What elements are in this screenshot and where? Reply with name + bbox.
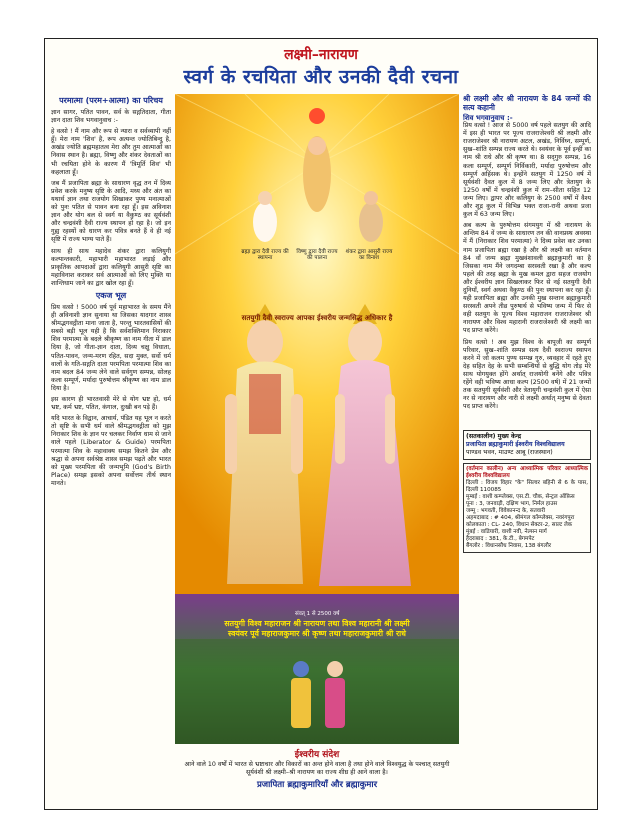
center-illustration [175, 94, 459, 744]
left-para: साथ ही साथ महादेव शंकर द्वारा कलियुगी कल्पान्तकारी, महाभारी महाभारत लड़ाई और प्राकृतिक आपदाओं द्वारा कलियुगी आसुरी सृष्टि का महाविनाश कराकर सर्व आत्माओं को लिए मुक्ति या शान्तिधाम जाने का द्वार खोल रहा हूँ। [51, 247, 171, 287]
left-para: यदि भारत के विद्वान, आचार्य, पंडित यह भूल न करते तो सृष्टि के सभी धर्म वाले श्रीमद्भगवद्गीता को मुझ निराकार शिव के ज्ञान पर चलकर निर्वाण धाम से जाने वाले पहले (Liberator & Guide) परमपिता परमात्मा शिव के महावाक्य समझ कितने प्रेम और श्रद्धा से अपना सर्वश्रेष्ठ शास्त्र समझ पढ़ते और भारत को मुख्य परमपिता की जन्मभूमि (God's Birth Place) समझ इसको अपना सर्वोत्तम तीर्थ स्थान मानते। [51, 415, 171, 487]
right-para: प्रिय वत्सो ! अब मुझ विश्व के बापूजी का सम्पूर्ण परिवार, सुख–शांति सम्पन्न सत्य दैवी स्वराज्य स्थापन करने में जो कलम पुण्य सम्पन्न गुरु, व्यवहार में रहते हुए देह सहित देह के सभी सम्बन्धियों से बुद्धि योग तोड़ मेरे साथ योगयुक्त होंगे अर्थात् राजयोगी बनेंगे और पवित्र रहेंगे वही भविष्य आधा कल्प (2500 वर्ष) में 21 जन्मों तक सतयुगी सूर्यवंशी और त्रेतायुगी चन्द्रवंशी कुल में ऐसा नर से नारायण और नारी से लक्ष्मी अर्थात् मनुष्य से देवता पद प्राप्त करेंगे। [463, 338, 591, 411]
address-item: मुम्बई : वाशी कम्प्लेक्स, एस.टी. चौक, सेन्ट्रल ऑफ़िस [466, 494, 575, 501]
label-shankar: शंकर द्वारा आसुरी राज्य का विनाश [345, 249, 393, 261]
message-text: आने वाले 10 वर्षों में भारत से भ्रष्टाचार और विकारों का अन्त होने वाला है तथा होने वाले विश्वयुद्ध के पश्चात् सतयुगी सूर्यवंशी श्री लक्ष्मी–श्री नारायण का राज्य शीघ्र ही आने वाला है। [184, 761, 450, 776]
address-item: मुंबई : वाडियारी, वाशी नवी, नेल्सन मार्ग [466, 529, 547, 536]
message-signature: प्रजापिता ब्रह्माकुमारियाँ और ब्रह्माकुमार [256, 780, 378, 790]
label-brahma: ब्रह्मा द्वारा दैवी राज्य की स्थापना [241, 249, 289, 261]
address-item: पूना : 3, जनवाड़ी, दक्षिण भाग, निर्मल हाउस [466, 501, 558, 508]
right-subheading: शिव भगवानुवाच :- [463, 114, 513, 122]
left-heading: परमात्मा (परम+आत्मा) का परिचय [59, 96, 163, 105]
krishna-figure [291, 661, 311, 728]
left-para: प्रिय वत्सो ! 5000 वर्ष पूर्व महाभारत के समय मैंने ही अविनाशी ज्ञान सुनाया था जिसका यादगार शास्त्र श्रीमद्भगवद्गीता माना जाता है, परन्तु भारतवासियों की सबसे बड़ी भूल यही है कि सर्वशक्तिमान निराकार शिव परमात्मा के बदले श्रीकृष्ण का नाम गीता में डाल दिया है, जो गीता-ज्ञान दाता, दिव्य चक्षु विधाता, पतित-पावन, जन्म-मरण रहित, सदा मुक्त, सर्वो धर्म वालों के गति-सद्गति दाता परमपिता परमात्मा शिव का नाम बदल 84 जन्म लेने वाले सर्वगुण सम्पन्न, सोलह कला सम्पूर्ण, मर्यादा पुरुषोत्तम श्रीकृष्ण का नाम डाल दिया है। [51, 303, 171, 392]
contact-section [463, 427, 591, 804]
main-centre-line2: प्रजापिता ब्रह्माकुमारी ईश्वरीय विश्वविद्यालय [466, 441, 565, 449]
address-item: अहमदाबाद : # 404, श्रीमंगल कॉम्प्लेक्स, नवरंगपुरा [466, 515, 575, 522]
radha-figure [325, 661, 345, 728]
banner-top: सतयुगी दैवी स्वराज्य आपका ईश्वरीय जन्मसिद्ध अधिकार है [241, 314, 393, 322]
left-para: जब मैं प्रजापिता ब्रह्मा के साधारण वृद्ध तन में दिव्य प्रवेश करके मनुष्य सृष्टि के आदि, मध्य और अंत का यथार्थ ज्ञान तथा राजयोग सिखाकर पुण्य मनात्माओं को पुनः पतित से पावन बना रहा हूँ। इस अविनाश ज्ञान और योग बल से स्वर्ग या वैकुण्ठ का सूर्यवंशी और चन्द्रवंशी दैवी राज्य स्थापन हो रहा है। जो इन गुह्य रहस्यों को धारण कर पवित्र बनते हैं वे ही नई सृष्टि में राज्य भाग्य पाते हैं। [51, 179, 171, 244]
shiva-light-point [309, 108, 325, 124]
right-para: प्रिय वत्सो ! आज से 5000 वर्ष पहले सतयुग की आदि में इस ही भारत पर पूज्य राजराजेश्वरी श्री लक्ष्मी और राजराजेश्वर श्री नारायण अटल, अखंड, निर्विघ्न, सम्पूर्ण, सुख–शांति सम्पन्न राज्य करते थे। स्वयंवर के पूर्व इन्हीं का नाम श्री राधे और श्री कृष्ण था। 8 सद्‌गुरु सम्पन्न, 16 कला सम्पूर्ण, सम्पूर्ण निर्विकारी, मर्यादा पुरुषोत्तम और सम्पूर्ण अहिंसक थे। इन्होंने सतयुग में 1250 वर्ष में सूर्यवंशी दैवत कुल में 8 जन्म लिए और त्रेतायुग के 1250 वर्षों में चन्द्रवंशी कुल में राम–सीता सहित 12 जन्म लिए। द्वापर और कलियुग के 2500 वर्षों में वैश्य और शूद्र कुल में विभिन्न भक्त राजा-रानी अथवा प्रजा कुल में 63 जन्म लिए। [463, 122, 591, 219]
address-item: हैदराबाद : 381, के.टी., बेगमपेट [466, 536, 535, 543]
branches-title: (वर्तमान कालीन) अन्य आध्यात्मिक परिवार आध्यात्मिक ईश्वरीय विश्वविद्यालय [466, 466, 588, 480]
right-heading: श्री लक्ष्मी और श्री नारायण के 84 जन्मों की सत्य कहानी [463, 94, 591, 112]
poster-title-main: स्वर्ग के रचयिता और उनकी दैवी रचना [183, 66, 459, 88]
address-item: जम्मू : भगवती, विवेकानन्द के, सतवारी [466, 508, 546, 515]
right-column [463, 94, 591, 422]
message-title: ईश्वरीय संदेश [294, 750, 340, 760]
main-centre-line1: (सतकालीन) मुख्य केन्द्र [466, 433, 522, 440]
left-para: हे वत्सो ! मैं नाम और रूप से न्यारा व सर्वव्यापी नहीं हूँ। मेरा नाम 'शिव' है, रूप अत्यन्त ज्योतिबिन्दु है, अखंड ज्योति ब्रह्ममहातत्व मेरा और तुम आत्माओं का निवास स्थान है। ब्रह्मा, विष्णु और शंकर देवताओं का भी रचयिता होने के कारण मैं 'त्रिमूर्ति शिव' भी कहलाता हूँ। [51, 128, 171, 176]
banner-middle-line1: सतयुगी विश्व महाराजन श्री नारायण तथा विश्व महारानी श्री लक्ष्मी [224, 619, 410, 628]
branches-box [463, 463, 591, 553]
main-centre-line3: पाण्डव भवन, माउण्ट आबू (राजस्थान) [466, 449, 553, 457]
left-para: ज्ञान सागर, पतित पावन, सर्व के सद्गतिदाता, गीता ज्ञान दाता शिव भगवानुवाच :- [51, 109, 171, 125]
label-vishnu: विष्णु द्वारा दैवी राज्य की पालना [296, 249, 338, 261]
left-heading-2: एकज भूल [95, 290, 127, 300]
address-item: बैंगलोर : विधानसौध निवास, 138 बंगलौर [466, 543, 552, 550]
address-item: दिल्ली : विजय विहार "के" सिल्वर बहिनी से 6 के पास, दिल्ली 110085 [466, 480, 588, 494]
divine-message [175, 747, 459, 807]
address-item: कोलकाता : CL- 240, विधान सेक्टर-2, साल्ट लेक [466, 522, 573, 529]
left-para: इस कारण ही भारतवासी मेरे से योग भ्रष्ट हो, धर्म भ्रष्ट, कर्म भ्रष्ट, पतित, कंगाल, दुःखी बन पड़े हैं। [51, 396, 171, 412]
deity-illustration [175, 94, 459, 744]
poster-frame [44, 38, 598, 810]
right-para: अब कल्प के पुरुषोत्तम संगमयुग में श्री नारायण के अन्तिम 84 वें जन्म के साधारण तन की वानप्रस्थ अवस्था में मैं (निराकार शिव परमात्मा) ने दिव्य प्रवेश कर उनका नाम प्रजापिता ब्रह्मा रखा है और श्री लक्ष्मी का वर्तमान 84 वाँ जन्म ब्रह्मा मुखवंशावली ब्रह्माकुमारी का है जिसका नाम मैंने जगदम्बा सरस्वती रखा है और कल्प पहले की तरह ब्रह्मा के मुख कमल द्वारा सहज राजयोग और ईश्वरीय ज्ञान सिखलाकर फिर से नई सतयुगी दैवी दुनियाँ, स्वर्ग अथवा वैकुण्ठ की पुनः स्थापना कर रहा हूँ। यही प्रजापिता ब्रह्मा और उनकी मुख सन्तान ब्रह्माकुमारी सरस्वती अपने तीव्र पुरुषार्थ से भविष्य जन्म में फिर से वही सतयुग के पूज्य विश्व महाराजन राजराजेश्वर श्री नारायण और विश्व महारानी राजराजेश्वरी श्री लक्ष्मी का पद प्राप्त करेंगे। [463, 222, 591, 335]
poster-title-top: लक्ष्मी–नारायण [284, 47, 358, 63]
left-column [51, 94, 171, 802]
banner-middle-line2: स्वयंवर पूर्व महाराजकुमार श्री कृष्ण तथा महाराजकुमारी श्री राधे [228, 629, 406, 638]
main-centre-box [463, 430, 591, 460]
year-label: संवत् 1 से 2500 वर्ष [295, 611, 340, 617]
banner-middle [175, 619, 459, 639]
